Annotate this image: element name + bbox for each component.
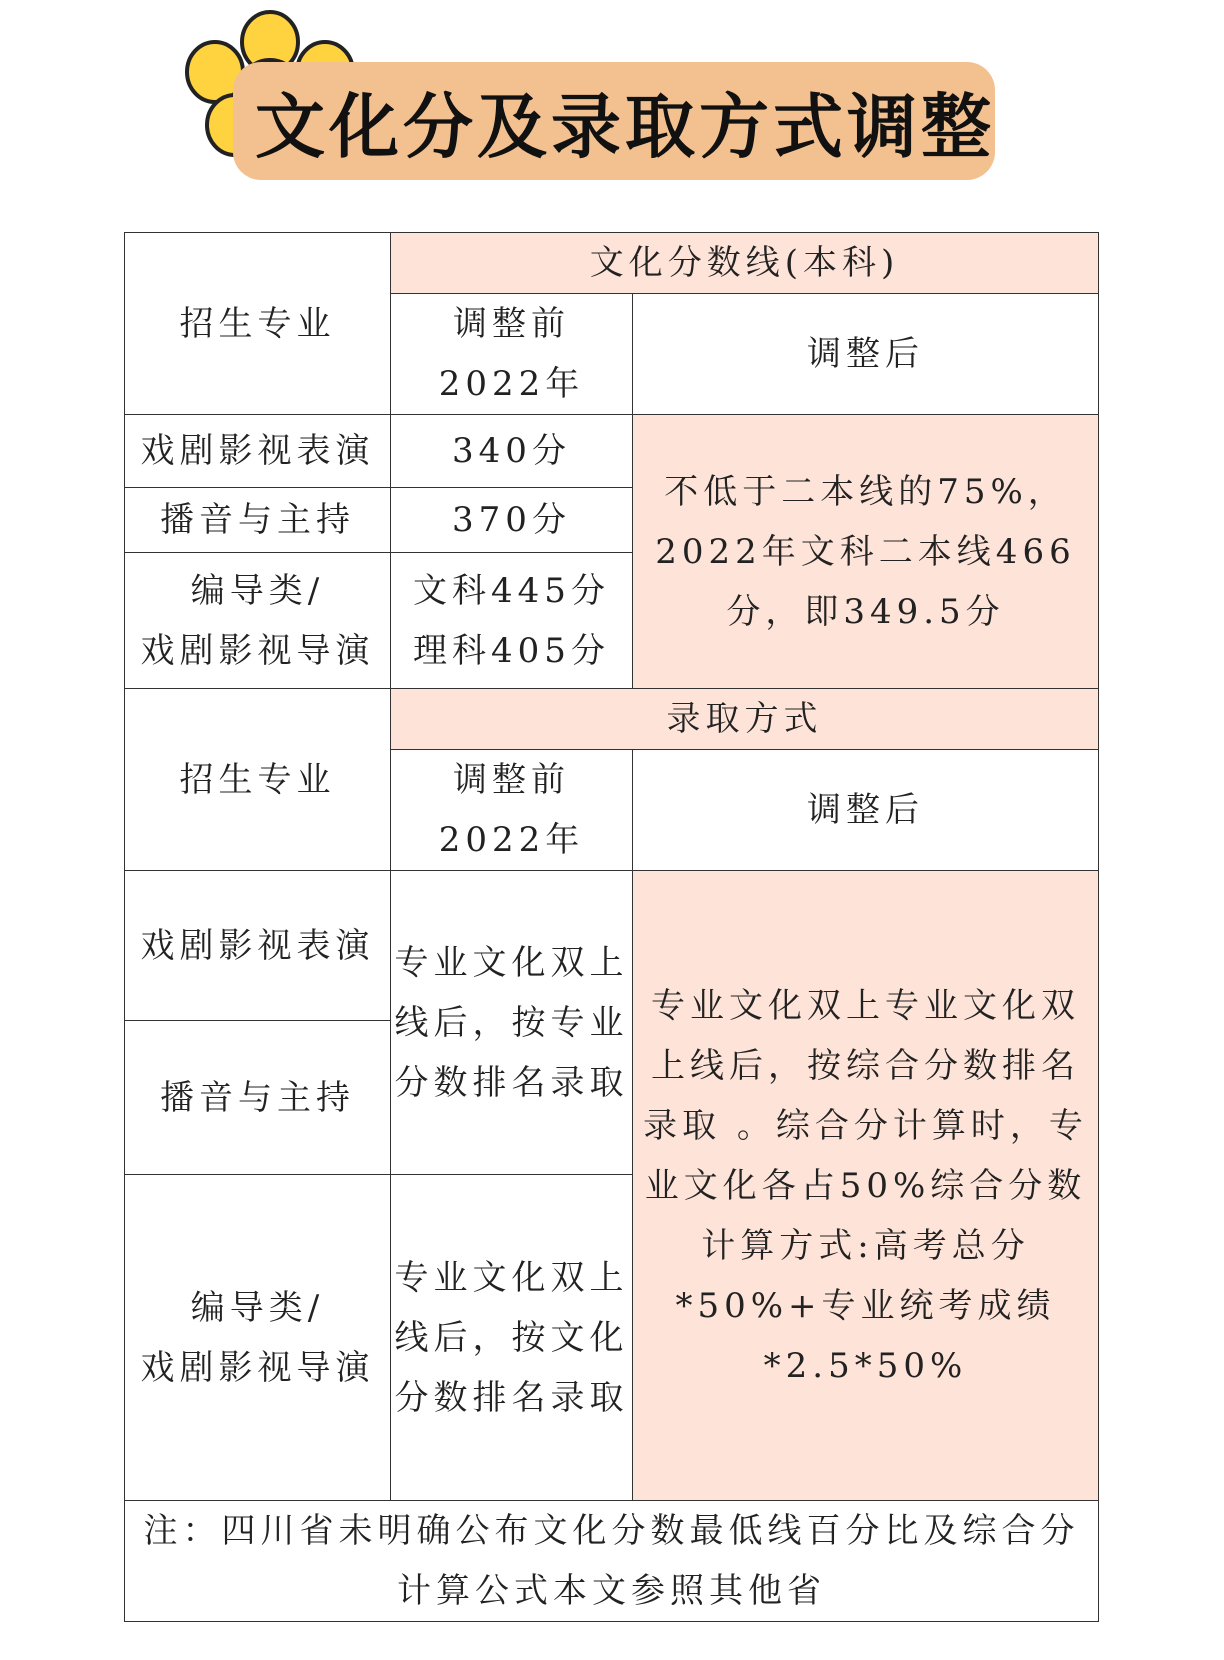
culture-after-text: 不低于二本线的75%，2022年文科二本线466分，即349.5分 — [633, 415, 1099, 689]
before-header: 调整前 2022年 — [391, 294, 633, 415]
major-acting: 戏剧影视表演 — [125, 415, 391, 488]
major-header-2: 招生专业 — [125, 689, 391, 871]
info-table — [124, 232, 1099, 1622]
page-title: 文化分及录取方式调整 — [255, 85, 995, 168]
major-header: 招生专业 — [125, 233, 391, 415]
major-broadcasting-2: 播音与主持 — [125, 1021, 391, 1175]
before-header-2: 调整前 2022年 — [391, 750, 633, 871]
major-directing-2: 编导类/ 戏剧影视导演 — [125, 1175, 391, 1501]
major-acting-2: 戏剧影视表演 — [125, 871, 391, 1021]
culture-section-header: 文化分数线(本科) — [391, 233, 1099, 294]
after-header-2: 调整后 — [633, 750, 1099, 871]
admission-before-1: 专业文化双上线后，按专业分数排名录取 — [391, 871, 633, 1175]
admission-section-header: 录取方式 — [391, 689, 1099, 750]
title-banner — [175, 10, 1005, 200]
score-broadcasting: 370分 — [391, 488, 633, 553]
after-header: 调整后 — [633, 294, 1099, 415]
score-directing: 文科445分 理科405分 — [391, 553, 633, 689]
major-directing: 编导类/ 戏剧影视导演 — [125, 553, 391, 689]
footnote: 注：四川省未明确公布文化分数最低线百分比及综合分计算公式本文参照其他省 — [125, 1501, 1099, 1622]
admission-before-2: 专业文化双上线后，按文化分数排名录取 — [391, 1175, 633, 1501]
major-broadcasting: 播音与主持 — [125, 488, 391, 553]
score-acting: 340分 — [391, 415, 633, 488]
admission-after-text: 专业文化双上专业文化双上线后，按综合分数排名录取 。综合分计算时，专业文化各占50%综合分数计算方式:高考总分*50%+专业统考成绩*2.5*50% — [633, 871, 1099, 1501]
